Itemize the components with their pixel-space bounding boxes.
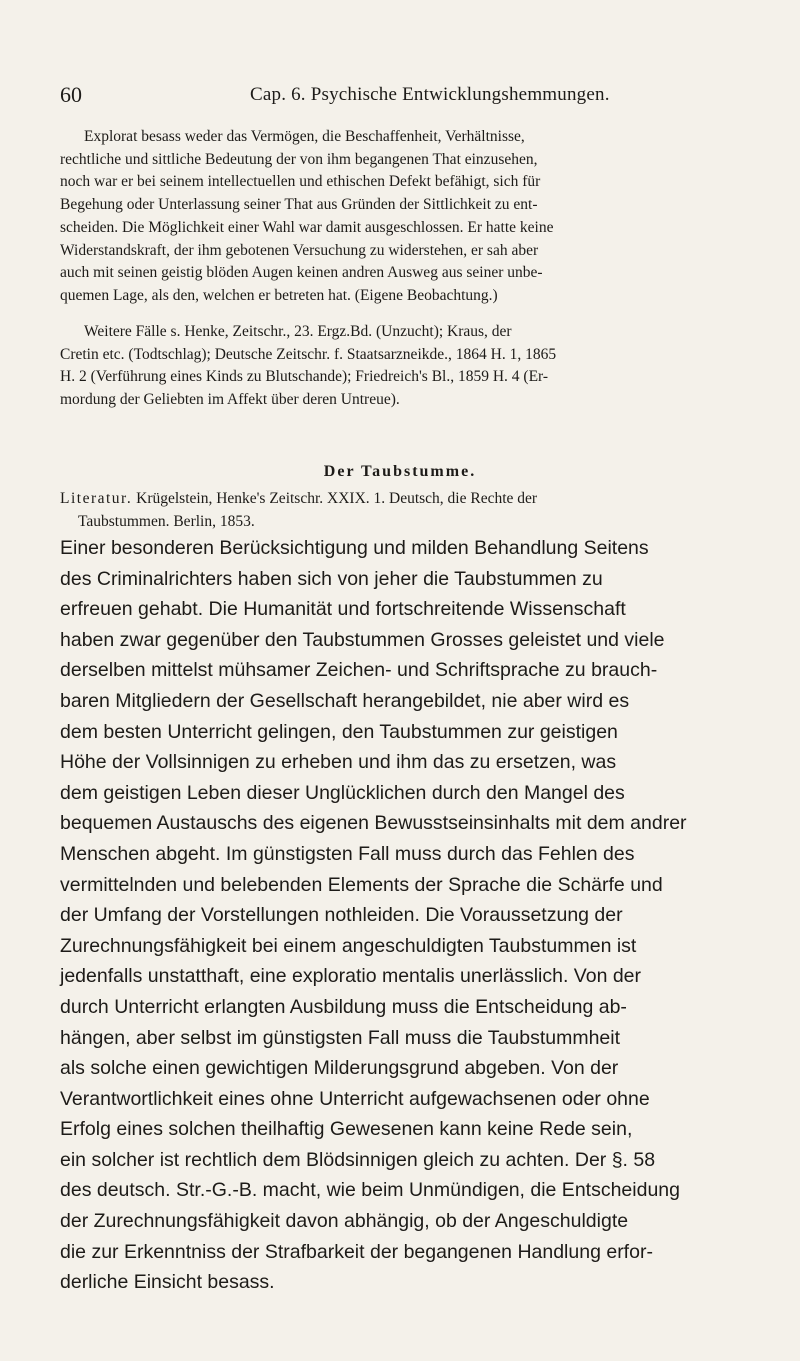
text-line: erfreuen gehabt. Die Humanität und fortschreitende Wissenschaft [60,598,626,621]
page-header [60,80,760,120]
text-line: noch war er bei seinem intellectuellen und ethischen Defekt befähigt, sich für [60,173,541,191]
text-line: dem geistigen Leben dieser Unglücklichen durch den Mangel des [60,781,625,804]
text-line: scheiden. Die Möglichkeit einer Wahl war damit ausgeschlossen. Er hatte keine [60,218,554,236]
text-line: baren Mitgliedern der Gesellschaft herangebildet, nie aber wird es [60,689,630,712]
text-line: hängen, aber selbst im günstigsten Fall muss die Taubstummheit [60,1026,621,1049]
text-line: Begehung oder Unterlassung seiner That aus Gründen der Sittlichkeit zu ent- [60,196,538,214]
text-line: Einer besonderen Berücksichtigung und milden Behandlung Seitens [60,537,649,559]
text-line: quemen Lage, als den, welchen er betreten hat. (Eigene Beobachtung.) [60,286,498,304]
literature-text: Krügelstein, Henke's Zeitschr. XXIX. 1. Deutsch, die Rechte der [132,490,538,507]
main-paragraph [60,533,795,1298]
text-line: H. 2 (Verführung eines Kinds zu Blutschande); Friedreich's Bl., 1859 H. 4 (Er- [60,368,549,386]
text-line: Zurechnungsfähigkeit bei einem angeschuldigten Taubstummen ist [60,934,637,957]
text-line: die zur Erkenntniss der Strafbarkeit der begangenen Handlung erfor- [60,1240,653,1263]
literature-line: Taubstummen. Berlin, 1853. [78,512,255,530]
text-line: des deutsch. Str.-G.-B. macht, wie beim Unmündigen, die Entscheidung [60,1179,680,1202]
text-line: jedenfalls unstatthaft, eine exploratio mentalis unerlässlich. Von der [60,965,642,988]
text-line: Höhe der Vollsinnigen zu erheben und ihm das zu ersetzen, was [60,751,617,774]
text-line: Erfolg eines solchen theilhaftig Gewesenen kann keine Rede sein, [60,1118,633,1141]
page-number: 60 [60,82,82,107]
text-line: durch Unterricht erlangten Ausbildung muss die Entscheidung ab- [60,995,627,1018]
text-line: der Zurechnungsfähigkeit davon abhängig, ob der Angeschuldigte [60,1210,629,1233]
case-paragraph [60,126,800,308]
text-line: des Criminalrichters haben sich von jeher die Taubstummen zu [60,567,603,590]
text-line: auch mit seinen geistig blöden Augen keinen andren Ausweg aus seiner unbe- [60,264,543,282]
text-line: Cretin etc. (Todtschlag); Deutsche Zeitschr. f. Staatsarzneikde., 1864 H. 1, 1865 [60,345,557,363]
literature-label: Literatur. [60,490,133,507]
text-line: derliche Einsicht besass. [60,1271,275,1294]
section-heading: Der Taubstumme. [323,463,477,480]
text-line: Weitere Fälle s. Henke, Zeitschr., 23. Ergz.Bd. (Unzucht); Kraus, der [84,323,512,340]
literature-line [60,488,800,511]
text-line: derselben mittelst mühsamer Zeichen- und Schriftsprache zu brauch- [60,659,658,682]
text-line: als solche einen gewichtigen Milderungsgrund abgeben. Von der [60,1057,619,1080]
text-line: der Umfang der Vorstellungen nothleiden. Die Voraussetzung der [60,904,623,927]
further-cases-paragraph [60,321,800,412]
text-line: Widerstandskraft, der ihm gebotenen Versuchung zu widerstehen, er sah aber [60,241,539,259]
literature-reference [60,488,800,533]
text-line: ein solcher ist rechtlich dem Blödsinnigen gleich zu achten. Der §. 58 [60,1148,656,1171]
text-line: dem besten Unterricht gelingen, den Taubstummen zur geistigen [60,720,618,743]
text-line: Menschen abgeht. Im günstigsten Fall muss durch das Fehlen des [60,842,635,865]
text-line: Explorat besass weder das Vermögen, die Beschaffenheit, Verhältnisse, [84,128,525,145]
text-line: mordung der Geliebten im Affekt über deren Untreue). [60,391,400,409]
text-line: haben zwar gegenüber den Taubstummen Grosses geleistet und viele [60,628,665,651]
text-line: Verantwortlichkeit eines ohne Unterricht aufgewachsenen oder ohne [60,1087,650,1110]
text-line: rechtliche und sittliche Bedeutung der von ihm begangenen That einzusehen, [60,150,538,168]
text-line: vermittelnden und belebenden Elements der Sprache die Schärfe und [60,873,663,896]
running-title: Cap. 6. Psychische Entwicklungshemmungen. [250,84,610,105]
text-line: bequemen Austauschs des eigenen Bewusstseinsinhalts mit dem andrer [60,812,687,835]
